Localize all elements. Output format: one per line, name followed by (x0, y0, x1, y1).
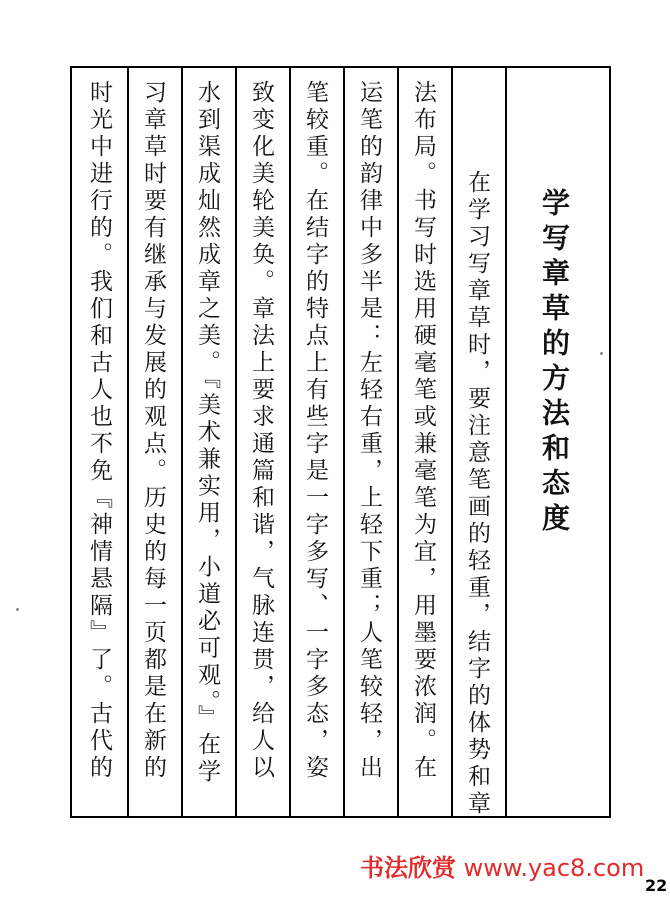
column-divider (127, 68, 129, 816)
column-divider (343, 68, 345, 816)
text-column-1: 在学习写章草时，要注意笔画的轻重，结字的体势和章 (464, 170, 490, 818)
watermark (360, 848, 644, 883)
column-divider (451, 68, 453, 816)
scan-speck (16, 608, 19, 611)
text-column-7: 习章草时要有继承与发展的观点。历史的每一页都是在新的 (140, 80, 166, 782)
column-divider (397, 68, 399, 816)
column-divider (235, 68, 237, 816)
text-column-4: 笔较重。在结字的特点上有些字是一字多写、一字多态，姿 (302, 80, 328, 782)
page-number: 22 (645, 876, 668, 895)
text-column-8: 时光中进行的。我们和古人也不免『神情悬隔』了。古代的 (86, 80, 112, 782)
text-frame (70, 66, 611, 818)
column-divider (289, 68, 291, 816)
column-divider (505, 68, 507, 816)
scan-speck (600, 352, 603, 355)
page-title: 学写章草的方法和态度 (538, 188, 571, 538)
column-divider (181, 68, 183, 816)
text-column-2: 法布局。书写时选用硬毫笔或兼毫笔为宜，用墨要浓润。在 (410, 80, 436, 782)
text-column-3: 运笔的韵律中多半是：左轻右重，上轻下重；人笔较轻，出 (356, 80, 382, 782)
watermark-cn: 书法欣赏 (360, 853, 456, 882)
watermark-url[interactable]: www.yac8.com (463, 854, 645, 882)
text-column-6: 水到渠成灿然成章之美。『美术兼实用，小道必可观。』在学 (194, 80, 220, 786)
text-column-5: 致变化美轮美奂。章法上要求通篇和谐，气脉连贯，给人以 (248, 80, 274, 782)
